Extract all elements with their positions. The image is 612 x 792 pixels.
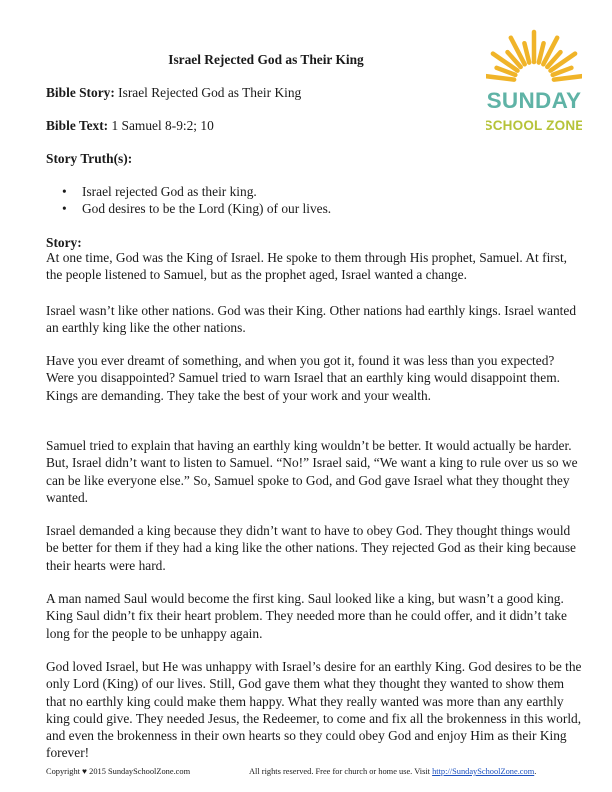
page-title: Israel Rejected God as Their King <box>168 52 364 67</box>
footer-site-link[interactable]: http://SundaySchoolZone.com <box>432 767 535 776</box>
sun-ray <box>524 43 529 62</box>
sun-ray <box>486 76 514 80</box>
story-truths-label: Story Truth(s): <box>46 151 133 166</box>
story-paragraph-6: A man named Saul would become the first king. Saul looked like a king, but wasn’t a good king. King Saul didn’t fix their heart problem. They needed more than he could offer, and it didn’t take long for the people to be unhappy again. <box>46 591 567 641</box>
footer-copyright: Copyright ♥ 2015 SundaySchoolZone.com <box>46 767 191 776</box>
footer-rights <box>249 767 536 776</box>
story-paragraph-7: God loved Israel, but He was unhappy with Israel’s desire for an earthly King. God desires to be the only Lord (King) of our lives. Still, God gave them what they thought they wanted to show them that no earthly king could make them happy. What they really wanted was more than any earthly king could give. They needed Jesus, the Redeemer, to come and fix all the brokenness in this world, and even the brokenness in their own hearts so they could obey God and enjoy Him as their King forever! <box>46 659 582 761</box>
footer-period: . <box>534 767 537 776</box>
story-paragraph-3: Have you ever dreamt of something, and when you got it, found it was less than you expected? Were you disappointed? Samuel tried to warn Israel that an earthly king would disappoint them. Kings are demanding. They take the best of your work and your wealth. <box>46 353 560 403</box>
list-item: • Israel rejected God as their king. <box>62 183 331 200</box>
footer-rights-text: All rights reserved. Free for church or home use. Visit <box>249 767 433 776</box>
sun-ray <box>539 43 544 62</box>
bible-text-label: Bible Text: <box>46 118 109 133</box>
story-paragraph-1: At one time, God was the King of Israel. He spoke to them through His prophet, Samuel. At first, the people listened to Samuel, but as the prophet aged, Israel wanted a change. <box>46 250 568 283</box>
story-paragraph-2: Israel wasn’t like other nations. God was their King. Other nations had earthly kings. Israel wanted an earthly king like the other nations. <box>46 303 577 336</box>
list-item: • God desires to be the Lord (King) of our lives. <box>62 200 331 217</box>
story-paragraph-4: Samuel tried to explain that having an earthly king wouldn’t be better. It would actually be harder. But, Israel didn’t want to listen to Samuel. “No!” Israel said, “We want a king to rule over us so we can be like everyone else.” So, Samuel spoke to God, and God gave Israel what they thought they wanted. <box>46 438 578 505</box>
story-truths-heading <box>46 151 132 167</box>
sunday-school-zone-logo <box>486 24 582 144</box>
story-truths-list <box>62 183 331 217</box>
sun-ray <box>554 76 582 80</box>
bible-story-line <box>46 85 301 101</box>
story-paragraph-5: Israel demanded a king because they didn’t want to have to obey God. They thought things would be better for them if they had a king like the other nations. They rejected God as their king because their hearts were hard. <box>46 523 576 573</box>
bible-story-label: Bible Story: <box>46 85 115 100</box>
bible-text-line <box>46 118 214 134</box>
logo-school-zone-text: SCHOOL ZONE <box>486 118 582 133</box>
bible-story-value: Israel Rejected God as Their King <box>114 85 302 100</box>
logo-sunday-text: SUNDAY <box>486 88 582 113</box>
bible-text-value: 1 Samuel 8-9:2; 10 <box>108 118 214 133</box>
sun-rays-icon <box>486 24 582 144</box>
story-heading: Story: <box>46 235 82 250</box>
